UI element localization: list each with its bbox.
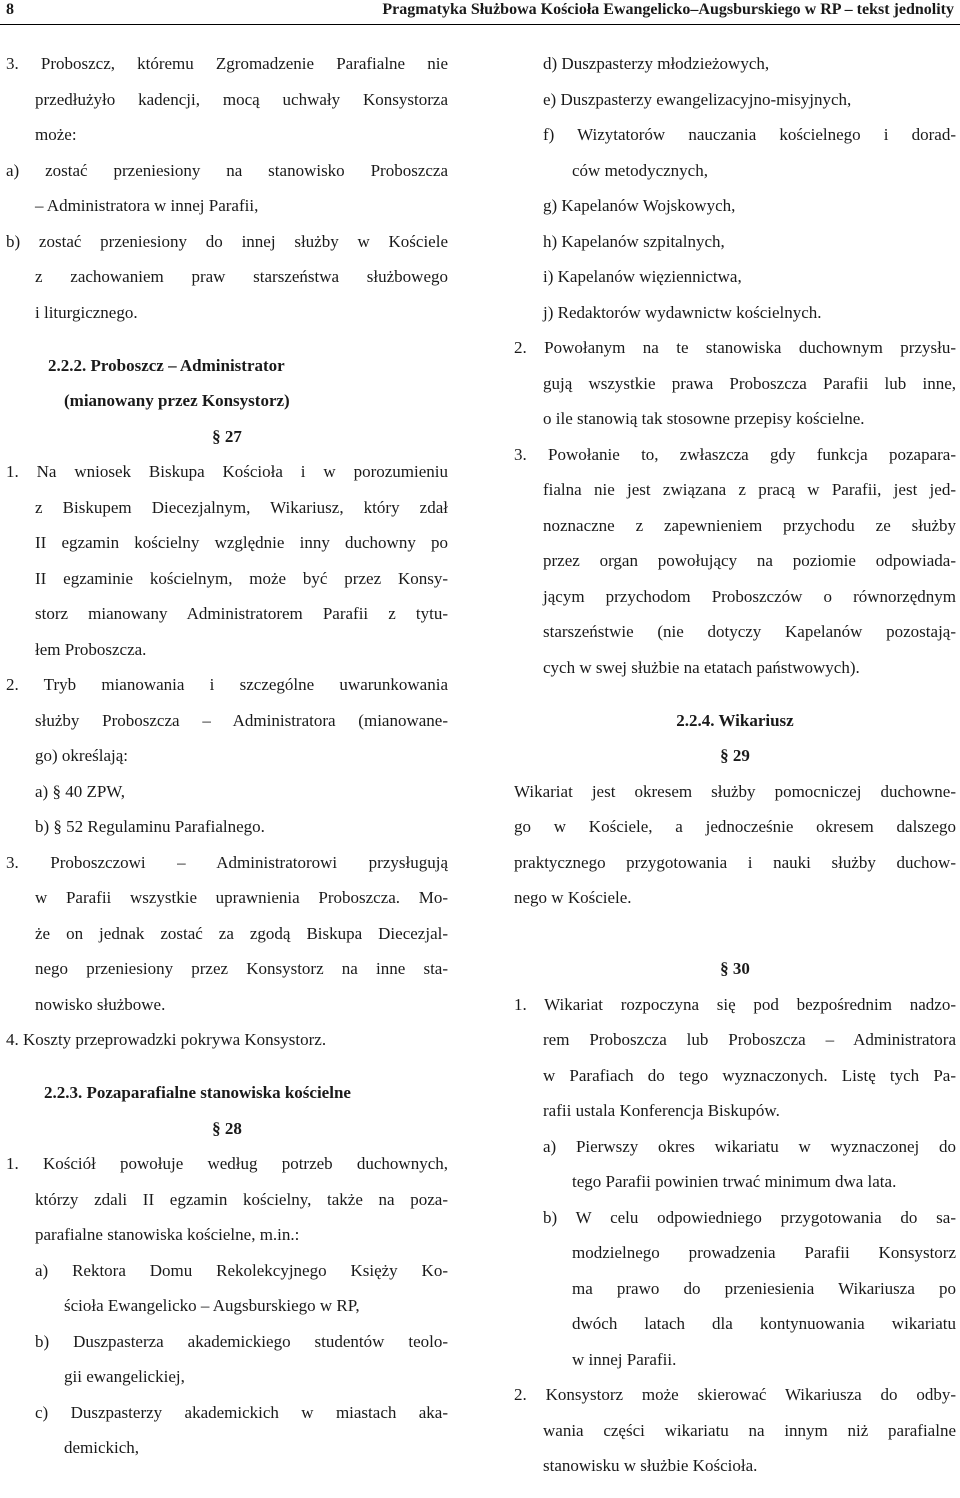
- text-line: w Parafiach do tego wyznaczonych. Listę tych Pa-: [543, 1065, 956, 1085]
- text-line: przedłużyło kadencji, mocą uchwały Konsystorza: [35, 89, 448, 109]
- text-line: 2. Konsystorz może skierować Wikariusza do odby-: [514, 1385, 956, 1404]
- section-heading: § 28: [212, 1118, 242, 1138]
- text-line: nowisko służbowe.: [35, 994, 166, 1014]
- running-header: [0, 0, 960, 25]
- section-heading: 2.2.3. Pozaparafialne stanowiska kościelne: [44, 1083, 351, 1102]
- text-line: noznaczne z zapewnieniem przychodu ze służby: [543, 515, 956, 535]
- text-line: storz mianowany Administratorem Parafii z tytu-: [35, 604, 448, 623]
- text-line: b) zostać przeniesiony do innej służby w Kościele: [6, 231, 448, 251]
- text-line: 1. Kościół powołuje według potrzeb duchownych,: [6, 1154, 448, 1173]
- text-line: – Administratora w innej Parafii,: [35, 196, 259, 215]
- text-line: e) Duszpasterzy ewangelizacyjno-misyjnych,: [543, 89, 852, 109]
- text-line: może:: [35, 125, 77, 144]
- spacer: [6, 1058, 448, 1076]
- running-title: Pragmatyka Służbowa Kościoła Ewangelicko–Augsburskiego w RP – tekst jednolity: [382, 1, 954, 18]
- text-line: wania części wikariatu na innym niż parafialne: [543, 1420, 956, 1440]
- text-line: o ile stanowią tak stosowne przepisy kościelne.: [543, 409, 865, 428]
- text-line: że on jednak zostać za zgodą Biskupa Diecezjal-: [35, 923, 448, 943]
- text-line: Wikariat jest okresem służby pomocniczej duchowne-: [514, 781, 956, 801]
- text-line: j) Redaktorów wydawnictw kościelnych.: [543, 302, 822, 322]
- text-line: 3. Powołanie to, zwłaszcza gdy funkcja pozapara-: [514, 444, 956, 464]
- text-line: 3. Proboszczowi – Administratorowi przysługują: [6, 852, 448, 872]
- text-line: rem Proboszcza lub Proboszcza – Administratora: [543, 1030, 956, 1049]
- text-line: praktycznego przygotowania i nauki służby duchow-: [514, 852, 956, 872]
- text-line: z zachowaniem praw starszeństwa służbowego: [35, 267, 448, 286]
- text-line: b) § 52 Regulaminu Parafialnego.: [35, 817, 265, 836]
- text-line: II egzaminie kościelnym, może być przez Konsy-: [35, 568, 448, 588]
- text-line: d) Duszpasterzy młodzieżowych,: [543, 54, 770, 73]
- text-line: 2. Tryb mianowania i szczególne uwarunkowania: [6, 675, 448, 694]
- text-line: i) Kapelanów więziennictwa,: [543, 267, 742, 286]
- right-column: [514, 46, 956, 1484]
- page-number: 8: [6, 1, 14, 18]
- text-line: ma prawo do przeniesienia Wikariusza po: [572, 1278, 956, 1298]
- text-line: modzielnego prowadzenia Parafii Konsystorz: [572, 1243, 956, 1262]
- text-line: f) Wizytatorów nauczania kościelnego i dorad-: [543, 125, 956, 144]
- text-line: cych w swej służbie na etatach państwowych).: [543, 657, 860, 677]
- section-heading: 2.2.2. Proboszcz – Administrator: [48, 355, 285, 375]
- section-heading: § 27: [212, 426, 242, 446]
- text-line: z Biskupem Diecezjalnym, Wikariusz, który zdał: [35, 497, 448, 517]
- text-line: a) Rektora Domu Rekolekcyjnego Księży Ko-: [35, 1260, 448, 1280]
- text-line: łem Proboszcza.: [35, 639, 147, 659]
- text-line: nego przeniesiony przez Konsystorz na inne sta-: [35, 959, 448, 978]
- text-line: g) Kapelanów Wojskowych,: [543, 196, 736, 215]
- text-line: ścioła Ewangelicko – Augsburskiego w RP,: [64, 1296, 360, 1315]
- text-line: h) Kapelanów szpitalnych,: [543, 231, 725, 251]
- text-line: parafialne stanowiska kościelne, m.in.:: [35, 1225, 300, 1244]
- text-line: demickich,: [64, 1438, 140, 1457]
- text-line: przez organ powołujący na poziomie odpowiada-: [543, 551, 956, 570]
- text-line: tego Parafii powinien trwać minimum dwa lata.: [572, 1172, 897, 1191]
- left-column: [6, 46, 448, 1466]
- text-line: i liturgicznego.: [35, 302, 138, 322]
- text-line: dwóch latach dla kontynuowania wikariatu: [572, 1314, 956, 1333]
- section-heading: § 30: [720, 959, 750, 978]
- spacer: [514, 685, 956, 703]
- text-line: jącym przychodom Proboszczów o równorzędnym: [543, 586, 956, 606]
- text-line: a) Pierwszy okres wikariatu w wyznaczonej do: [543, 1136, 956, 1156]
- text-line: 4. Koszty przeprowadzki pokrywa Konsystorz.: [6, 1030, 327, 1049]
- text-line: c) Duszpasterzy akademickich w miastach aka-: [35, 1402, 448, 1422]
- text-line: go w Kościele, a jednocześnie okresem dalszego: [514, 817, 956, 836]
- text-line: b) Duszpasterza akademickiego studentów teolo-: [35, 1331, 448, 1351]
- text-line: a) zostać przeniesiony na stanowisko Proboszcza: [6, 160, 448, 180]
- section-heading: (mianowany przez Konsystorz): [64, 391, 290, 410]
- text-line: rafii ustala Konferencja Biskupów.: [543, 1101, 780, 1120]
- text-line: 2. Powołanym na te stanowiska duchownym przysłu-: [514, 338, 956, 357]
- text-line: ców metodycznych,: [572, 160, 708, 180]
- text-line: II egzamin kościelny względnie inny duchowny po: [35, 533, 448, 552]
- text-line: a) § 40 ZPW,: [35, 781, 126, 801]
- text-line: fialna nie jest związana z pracą w Parafii, jest jed-: [543, 480, 956, 499]
- text-line: nego w Kościele.: [514, 888, 632, 907]
- text-line: stanowisku w służbie Kościoła.: [543, 1456, 758, 1475]
- spacer: [6, 330, 448, 348]
- text-line: starszeństwie (nie dotyczy Kapelanów pozostają-: [543, 622, 956, 641]
- text-line: go) określają:: [35, 746, 128, 765]
- text-line: gują wszystkie prawa Proboszcza Parafii lub inne,: [543, 373, 956, 393]
- text-line: którzy zdali II egzamin kościelny, także na poza-: [35, 1189, 448, 1209]
- text-line: b) W celu odpowiedniego przygotowania do sa-: [543, 1207, 956, 1227]
- text-line: w Parafii wszystkie uprawnienia Proboszcza. Mo-: [35, 888, 448, 907]
- text-line: służby Proboszcza – Administratora (mianowane-: [35, 710, 448, 730]
- spacer: [514, 916, 956, 952]
- text-line: 3. Proboszcz, któremu Zgromadzenie Parafialne nie: [6, 54, 448, 73]
- text-line: 1. Wikariat rozpoczyna się pod bezpośrednim nadzo-: [514, 994, 956, 1014]
- section-heading: § 29: [720, 746, 750, 765]
- text-line: gii ewangelickiej,: [64, 1367, 185, 1386]
- text-line: 1. Na wniosek Biskupa Kościoła i w porozumieniu: [6, 462, 448, 481]
- section-heading: 2.2.4. Wikariusz: [676, 710, 794, 730]
- text-line: w innej Parafii.: [572, 1349, 677, 1369]
